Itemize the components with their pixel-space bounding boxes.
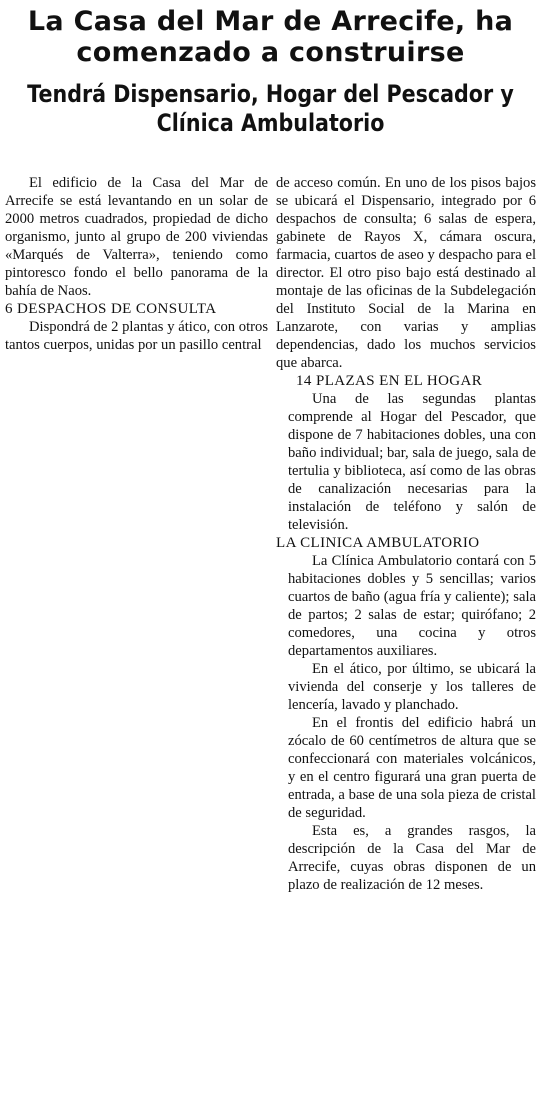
section-heading-clinica: LA CLINICA AMBULATORIO — [276, 535, 480, 551]
continuation-paragraph: de acceso común. En uno de los pisos bajos se ubicará el Dispensario, integrado por 6 despachos de consulta; 6 salas de espera, gabinete de Rayos X, cámara oscura, farmacia, cuartos de aseo y despacho para el director. El otro piso bajo está destinado al montaje de las oficinas de la Subdelegación del Instituto Social de la Marina en Lanzarote, con varias y amplias dependencias, dado los muchos servicios que abarca. — [276, 175, 536, 371]
section-heading-consulta: 6 DESPACHOS DE CONSULTA — [5, 301, 217, 317]
article — [0, 6, 541, 893]
clinica-paragraph-3: En el frontis del edificio habrá un zócalo de 60 centímetros de altura que se confeccionará con materiales volcánicos, y en el centro figurará una gran puerta de entrada, a base de una sola pieza de cristal de seguridad. — [288, 715, 536, 821]
consulta-paragraph: Dispondrá de 2 plantas y ático, con otros tantos cuerpos, unidas por un pasillo central — [5, 319, 268, 353]
clinica-paragraph-2: En el ático, por último, se ubicará la vivienda del conserje y los talleres de lencería, lavado y planchado. — [288, 661, 536, 713]
clinica-paragraph-4: Esta es, a grandes rasgos, la descripción de la Casa del Mar de Arrecife, cuyas obras disponen de un plazo de realización de 12 meses. — [288, 823, 536, 893]
left-column — [5, 174, 268, 354]
clinica-block — [276, 552, 536, 894]
section-heading-hogar: 14 PLAZAS EN EL HOGAR — [296, 373, 483, 389]
intro-paragraph: El edificio de la Casa del Mar de Arrecife se está levantando en un solar de 2000 metros cuadrados, propiedad de dicho organismo, junto al grupo de 200 viviendas «Marqués de Valterra», teniendo como pintoresco fondo el bello panorama de la bahía de Naos. — [5, 175, 268, 299]
clinica-paragraph-1: La Clínica Ambulatorio contará con 5 habitaciones dobles y 5 sencillas; varios cuartos de baño (agua fría y caliente); sala de partos; 2 salas de estar; quirófano; 2 comedores, una cocina y otros departamentos auxiliares. — [288, 553, 536, 659]
hogar-paragraph: Una de las segundas plantas comprende al Hogar del Pescador, que dispone de 7 habitaciones dobles, una con baño individual; bar, sala de juego, sala de tertulia y biblioteca, así como de las obras de canalización necesarias para la instalación de teléfono y salón de televisión. — [288, 391, 536, 533]
hogar-block — [276, 390, 536, 534]
headline: La Casa del Mar de Arrecife, ha comenzado a construirse — [27, 6, 514, 68]
subheadline: Tendrá Dispensario, Hogar del Pescador y Clínica Ambulatorio — [27, 80, 514, 137]
right-column — [276, 174, 536, 894]
